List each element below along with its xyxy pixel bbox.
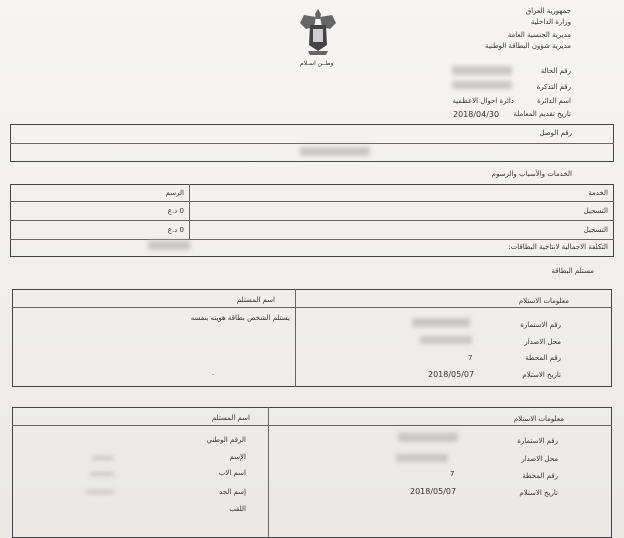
block1-info-header: معلومات الاستلام (518, 297, 569, 305)
block1-receiver-header: اسم المستلم (236, 296, 275, 304)
redacted-form-number (412, 318, 470, 327)
redacted-father (90, 472, 114, 476)
redacted-ticket-number (452, 81, 512, 89)
redacted-receipt-number (300, 147, 370, 156)
block2-grandfather-label: إسم الجد (219, 488, 246, 496)
receipt-label: رقم الوصل (539, 129, 572, 137)
block1-issue-place-label: محل الاصدار (524, 338, 561, 346)
case-number-label: رقم الحالة (540, 67, 571, 75)
service-row-name: التسجيل (583, 207, 608, 215)
emblem-caption: وطــن اسـلام (300, 60, 334, 67)
redacted-total (148, 241, 190, 250)
redacted-grandfather (86, 490, 114, 494)
services-section-title: الخدمات والأسباب والرسوم (491, 170, 572, 178)
block1-receiver-note: يستلم الشخص بطاقة هويته بنفسه (190, 314, 290, 322)
services-row-divider (10, 220, 614, 221)
block1-header-divider (12, 307, 612, 308)
block2-name-label: الإسم (229, 453, 246, 461)
header-directorate: مديرية الجنسية العامة (507, 31, 571, 39)
services-total-label: التكلفة الاجمالية لانتاجية البطاقات: (508, 243, 608, 251)
block2-receiver-header: اسم المستلم (211, 414, 250, 422)
block2-col-divider (268, 407, 269, 538)
submit-date-label: تاريخ تقديم المعاملة (513, 110, 571, 118)
block2-station-value: 7 (450, 470, 455, 478)
block1-receipt-date-value: 2018/05/07 (428, 370, 475, 379)
block2-issue-place-label: محل الاصدار (521, 455, 558, 463)
services-row-divider (10, 239, 614, 240)
block2-father-label: اسم الاب (218, 469, 246, 477)
service-row-name: التسجيل (583, 226, 608, 234)
ticket-number-label: رقم التذكرة (536, 83, 571, 91)
header-country: جمهورية العراق (525, 7, 571, 15)
receipt-divider (10, 143, 614, 144)
services-col-fee: الرسم (165, 189, 184, 197)
redacted-case-number (452, 66, 512, 75)
block2-station-label: رقم المحطة (522, 472, 558, 480)
block2-surname-label: اللقب (229, 505, 246, 513)
block1-dot: · (212, 371, 215, 379)
block1-receipt-date-label: تاريخ الاستلام (522, 371, 561, 379)
service-row-fee: 0 د.ع (167, 226, 184, 234)
card-receiver-title: مستلم البطاقة (551, 267, 594, 275)
block2-info-header: معلومات الاستلام (513, 415, 564, 423)
iraq-emblem-icon (296, 5, 340, 63)
redacted-issue-place (420, 336, 472, 344)
block2-form-number-label: رقم الاستمارة (517, 437, 558, 445)
department-value: دائرة احوال الاعظمية (452, 97, 514, 105)
services-row-divider (10, 201, 614, 202)
header-ministry: وزارة الداخلية (530, 18, 571, 26)
services-col-service: الخدمة (588, 189, 608, 197)
redacted-issue-place-2 (396, 454, 448, 462)
block2-receipt-date-label: تاريخ الاستلام (519, 489, 558, 497)
block2-receipt-date-value: 2018/05/07 (410, 487, 457, 496)
services-col-divider (189, 184, 190, 239)
submit-date-value: 2018/04/30 (453, 110, 500, 119)
redacted-form-number-2 (398, 433, 458, 442)
block1-station-label: رقم المحطة (525, 354, 561, 362)
block2-header-divider (12, 425, 612, 426)
block1-form-number-label: رقم الاستمارة (520, 321, 561, 329)
block1-station-value: 7 (468, 354, 473, 362)
service-row-fee: 0 د.ع (167, 207, 184, 215)
header-department: مديرية شؤون البطاقة الوطنية (484, 42, 571, 50)
block1-col-divider (295, 289, 296, 387)
block2-national-no-label: الرقم الوطني (206, 436, 246, 444)
department-label: اسم الدائرة (537, 97, 571, 105)
redacted-name (92, 456, 114, 460)
